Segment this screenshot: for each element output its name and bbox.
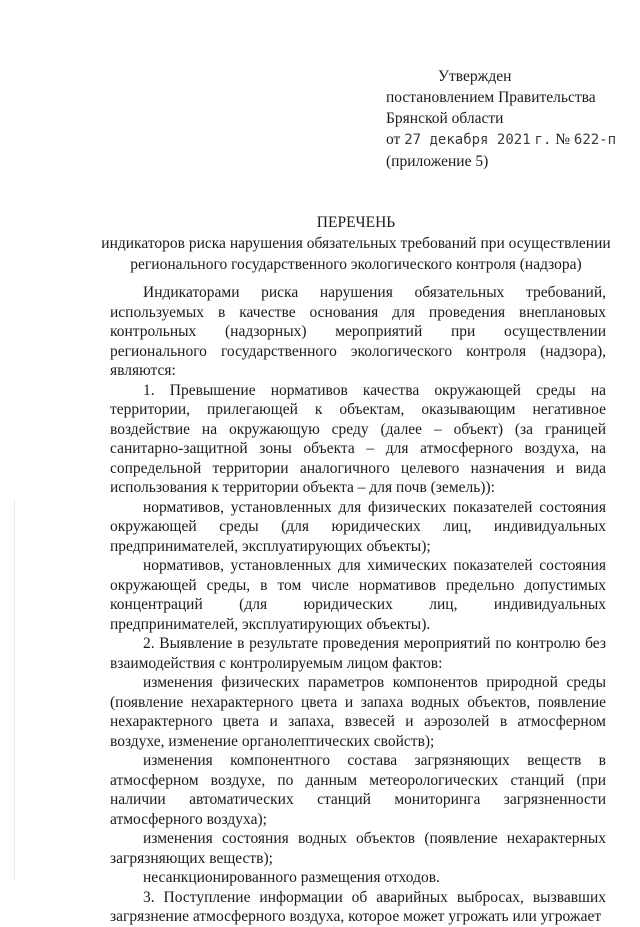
document-subtitle-line-2: регионального государственного экологического контроля (надзора) [130,256,582,273]
number-handwritten: 622-п [573,132,617,148]
approval-appendix: (приложение 5) [386,153,489,170]
number-prefix: № [555,131,571,148]
paragraph-intro: Индикаторами риска нарушения обязательных требований, используемых в качестве основания для проведения внеплановых контрольных (надзорных) мероприятий при осуществлении регионального государственного экологического контроля (надзора), являются: [110,284,606,379]
date-suffix: г. [534,132,552,148]
paragraph-item-1-chemical: нормативов, установленных для химических показателей состояния окружающей среды, в том числе нормативов предельно допустимых концентраций (для юридических лиц, индивидуальных предпринимателей, эксплуатирующих объекты). [110,557,606,633]
date-handwritten: 27 декабря 2021 [404,132,531,148]
paragraph-item-1: 1. Превышение нормативов качества окружающей среды на территории, прилегающей к объектам, оказывающим негативное воздействие на окружающую среду (далее – объект) (за границей санитарно-защитной зоны объекта – для атмосферного воздуха, на сопредельной территории аналогичного целевого назначения и вида использования к территории объекта – для почв (земель)): [110,381,606,496]
date-prefix: от [386,131,401,148]
paragraph-item-1-physical: нормативов, установленных для физических показателей состояния окружающей среды (для юридических лиц, индивидуальных предпринимателей, эксплуатирующих объекты); [110,498,606,555]
document-title-block [100,212,612,275]
paragraph-item-2-pollutant-composition: изменения компонентного состава загрязняющих веществ в атмосферном воздухе, по данным метеорологических станций (при наличии автоматических станций мониторинга загрязненности атмосферного воздуха); [110,752,606,828]
margin-scan-artifact [14,500,19,880]
document-subtitle-line-1: индикаторов риска нарушения обязательных требований при осуществлении [101,235,611,252]
approval-resolution: постановлением Правительства [386,89,596,106]
paragraph-item-2-waste: несанкционированного размещения отходов. [143,869,440,886]
paragraph-item-3: 3. Поступление информации об аварийных выбросах, вызвавших загрязнение атмосферного воздуха, которое может угрожать или угрожает [110,888,606,925]
approval-region: Брянской области [386,110,504,127]
approval-heading: Утвержден [438,68,512,85]
document-heading: ПЕРЕЧЕНЬ [316,214,396,231]
approval-date-line [386,129,636,151]
paragraph-item-2-water-objects: изменения состояния водных объектов (появление нехарактерных загрязняющих веществ); [110,830,606,867]
approval-block [386,66,636,172]
document-body [110,283,606,927]
paragraph-item-2-physical-params: изменения физических параметров компонентов природной среды (появление нехарактерного цвета и запаха водных объектов, появление нехарактерного цвета и запаха, взвесей и аэрозолей в атмосферном воздухе, изменение органолептических свойств); [110,674,606,750]
paragraph-item-2: 2. Выявление в результате проведения мероприятий по контролю без взаимодействия с контролируемым лицом фактов: [110,635,606,672]
